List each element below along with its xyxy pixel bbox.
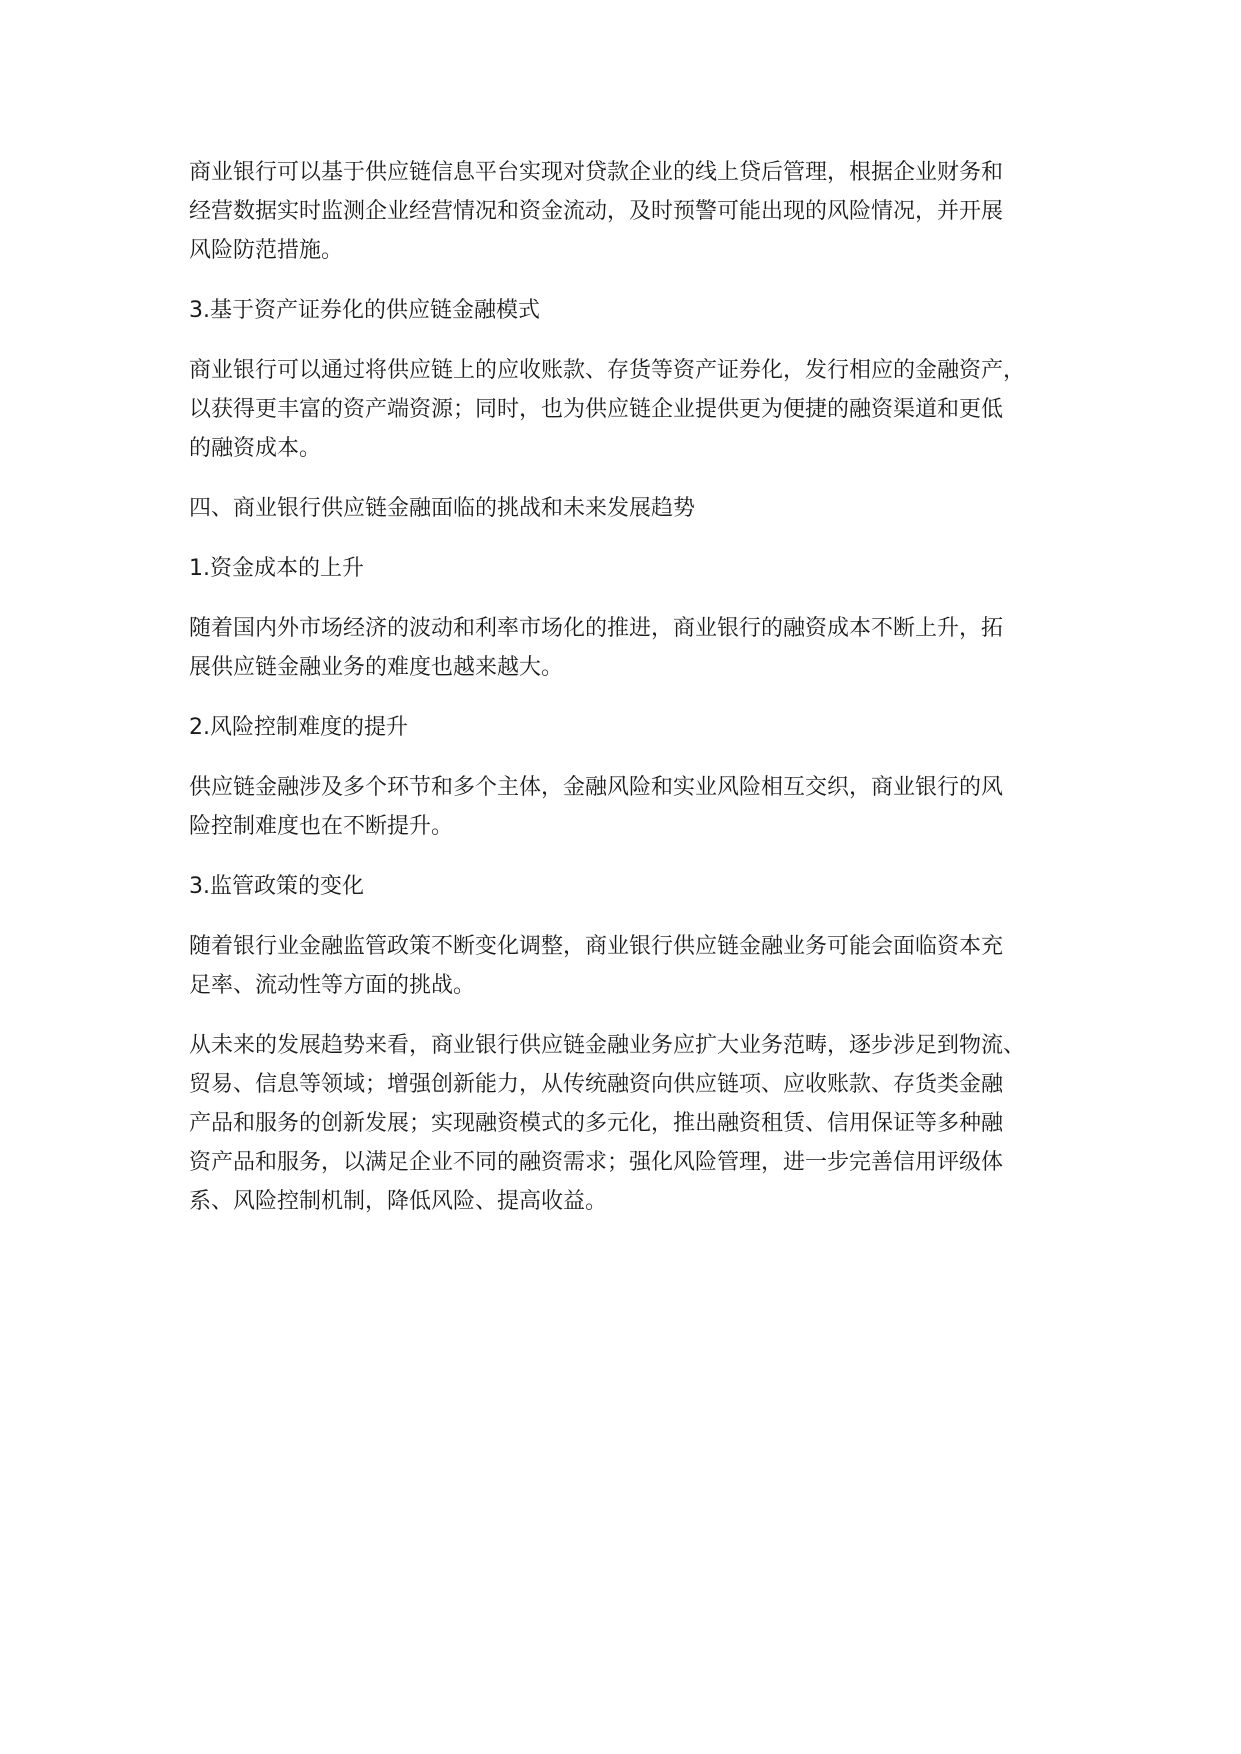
text-line: 风险防范措施。 xyxy=(189,238,344,263)
section-heading xyxy=(189,708,1089,747)
text-line: 险控制难度也在不断提升。 xyxy=(189,814,454,839)
paragraph-body xyxy=(189,351,1089,468)
text-line: 经营数据实时监测企业经营情况和资金流动，及时预警可能出现的风险情况，并开展 xyxy=(189,199,1004,224)
text-line: 随着国内外市场经济的波动和利率市场化的推进，商业银行的融资成本不断上升，拓 xyxy=(189,616,1004,641)
text-line: 商业银行可以通过将供应链上的应收账款、存货等资产证券化，发行相应的金融资产， xyxy=(189,358,1026,383)
text-line: 从未来的发展趋势来看，商业银行供应链金融业务应扩大业务范畴，逐步涉足到物流、 xyxy=(189,1033,1026,1058)
section-heading xyxy=(189,291,1089,330)
text-line: 系、风险控制机制，降低风险、提高收益。 xyxy=(189,1189,608,1214)
heading-text: 3.基于资产证券化的供应链金融模式 xyxy=(189,298,540,323)
text-line: 贸易、信息等领域；增强创新能力，从传统融资向供应链项、应收账款、存货类金融 xyxy=(189,1072,1004,1097)
paragraph-body xyxy=(189,768,1089,846)
document-page xyxy=(189,153,1089,1242)
text-line: 供应链金融涉及多个环节和多个主体，金融风险和实业风险相互交织，商业银行的风 xyxy=(189,775,1004,800)
paragraph-body xyxy=(189,609,1089,687)
heading-text: 2.风险控制难度的提升 xyxy=(189,715,408,740)
text-line: 足率、流动性等方面的挑战。 xyxy=(189,973,476,998)
text-line: 产品和服务的创新发展；实现融资模式的多元化，推出融资租赁、信用保证等多种融 xyxy=(189,1111,1004,1136)
heading-text: 四、商业银行供应链金融面临的挑战和未来发展趋势 xyxy=(189,496,696,521)
paragraph-body xyxy=(189,927,1089,1005)
text-line: 商业银行可以基于供应链信息平台实现对贷款企业的线上贷后管理，根据企业财务和 xyxy=(189,160,1004,185)
heading-text: 1.资金成本的上升 xyxy=(189,556,364,581)
section-heading xyxy=(189,867,1089,906)
text-line: 以获得更丰富的资产端资源；同时，也为供应链企业提供更为便捷的融资渠道和更低 xyxy=(189,397,1004,422)
section-heading xyxy=(189,549,1089,588)
heading-text: 3.监管政策的变化 xyxy=(189,874,364,899)
text-line: 资产品和服务，以满足企业不同的融资需求；强化风险管理，进一步完善信用评级体 xyxy=(189,1150,1004,1175)
text-line: 随着银行业金融监管政策不断变化调整，商业银行供应链金融业务可能会面临资本充 xyxy=(189,934,1004,959)
section-heading xyxy=(189,489,1089,528)
text-line: 展供应链金融业务的难度也越来越大。 xyxy=(189,655,564,680)
paragraph-body xyxy=(189,1026,1089,1221)
text-line: 的融资成本。 xyxy=(189,436,322,461)
paragraph-body xyxy=(189,153,1089,270)
